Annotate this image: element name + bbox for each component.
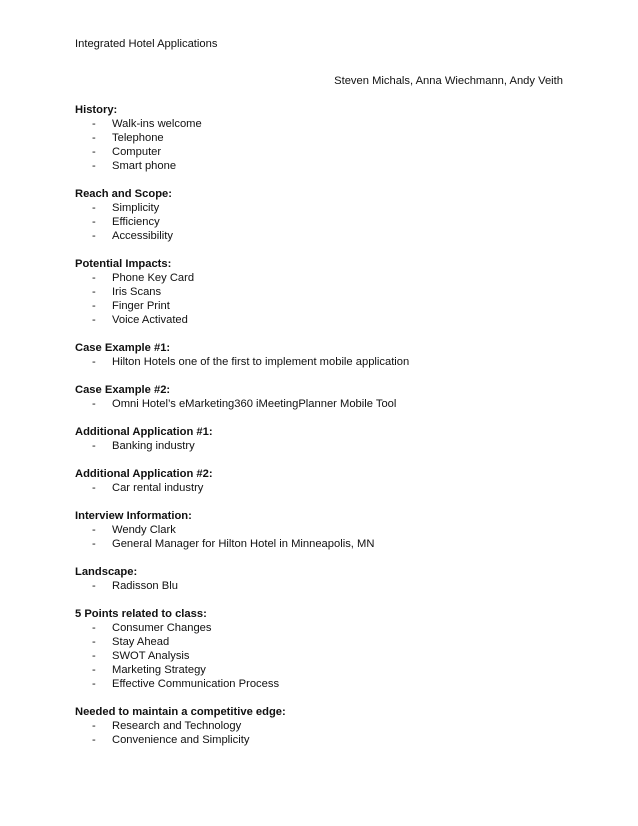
dash-bullet-icon: -: [92, 720, 96, 732]
section-heading: Interview Information:: [75, 510, 192, 522]
document-body: [75, 103, 575, 761]
dash-bullet-icon: -: [92, 230, 96, 242]
bullet-list: [75, 201, 575, 243]
list-item-text: Stay Ahead: [112, 636, 170, 648]
dash-bullet-icon: -: [92, 538, 96, 550]
dash-bullet-icon: -: [92, 622, 96, 634]
list-item-text: Wendy Clark: [112, 524, 176, 536]
list-item: [75, 677, 575, 691]
dash-bullet-icon: -: [92, 118, 96, 130]
list-item: [75, 201, 575, 215]
dash-bullet-icon: -: [92, 580, 96, 592]
list-item: [75, 313, 575, 327]
list-item: [75, 215, 575, 229]
list-item: [75, 719, 575, 733]
list-item: [75, 159, 575, 173]
bullet-list: [75, 621, 575, 691]
bullet-list: [75, 117, 575, 173]
list-item: [75, 285, 575, 299]
list-item: [75, 663, 575, 677]
dash-bullet-icon: -: [92, 524, 96, 536]
list-item: [75, 145, 575, 159]
dash-bullet-icon: -: [92, 398, 96, 410]
dash-bullet-icon: -: [92, 300, 96, 312]
list-item-text: Research and Technology: [112, 720, 242, 732]
section: [75, 257, 575, 327]
list-item: [75, 635, 575, 649]
section: [75, 467, 575, 495]
section: [75, 341, 575, 369]
dash-bullet-icon: -: [92, 356, 96, 368]
section-heading: Potential Impacts:: [75, 258, 172, 270]
list-item-text: Efficiency: [112, 216, 160, 228]
section: [75, 509, 575, 551]
dash-bullet-icon: -: [92, 132, 96, 144]
list-item-text: SWOT Analysis: [112, 650, 190, 662]
dash-bullet-icon: -: [92, 664, 96, 676]
section: [75, 383, 575, 411]
list-item-text: Omni Hotel’s eMarketing360 iMeetingPlanner Mobile Tool: [112, 398, 397, 410]
dash-bullet-icon: -: [92, 286, 96, 298]
dash-bullet-icon: -: [92, 440, 96, 452]
list-item-text: Computer: [112, 146, 162, 158]
section: [75, 187, 575, 243]
bullet-list: [75, 481, 575, 495]
list-item: [75, 299, 575, 313]
bullet-list: [75, 719, 575, 747]
bullet-list: [75, 579, 575, 593]
list-item: [75, 439, 575, 453]
list-item-text: Banking industry: [112, 440, 195, 452]
list-item-text: Consumer Changes: [112, 622, 212, 634]
dash-bullet-icon: -: [92, 678, 96, 690]
section: [75, 103, 575, 173]
bullet-list: [75, 271, 575, 327]
list-item: [75, 131, 575, 145]
list-item: [75, 537, 575, 551]
list-item-text: Accessibility: [112, 230, 173, 242]
list-item-text: General Manager for Hilton Hotel in Minneapolis, MN: [112, 538, 375, 550]
list-item-text: Telephone: [112, 132, 164, 144]
dash-bullet-icon: -: [92, 734, 96, 746]
section: [75, 607, 575, 691]
section-heading: Needed to maintain a competitive edge:: [75, 706, 286, 718]
list-item: [75, 481, 575, 495]
list-item-text: Convenience and Simplicity: [112, 734, 250, 746]
dash-bullet-icon: -: [92, 160, 96, 172]
section-heading: Additional Application #1:: [75, 426, 213, 438]
bullet-list: [75, 397, 575, 411]
list-item-text: Iris Scans: [112, 286, 162, 298]
section-heading: 5 Points related to class:: [75, 608, 207, 620]
dash-bullet-icon: -: [92, 650, 96, 662]
section: [75, 425, 575, 453]
section-heading: Reach and Scope:: [75, 188, 172, 200]
dash-bullet-icon: -: [92, 146, 96, 158]
bullet-list: [75, 355, 575, 369]
bullet-list: [75, 439, 575, 453]
list-item-text: Simplicity: [112, 202, 160, 214]
list-item-text: Phone Key Card: [112, 272, 195, 284]
section-heading: History:: [75, 104, 118, 116]
dash-bullet-icon: -: [92, 482, 96, 494]
list-item-text: Marketing Strategy: [112, 664, 206, 676]
dash-bullet-icon: -: [92, 202, 96, 214]
bullet-list: [75, 523, 575, 551]
list-item: [75, 621, 575, 635]
list-item: [75, 117, 575, 131]
dash-bullet-icon: -: [92, 272, 96, 284]
document-header-title: Integrated Hotel Applications: [75, 38, 218, 50]
list-item: [75, 355, 575, 369]
list-item-text: Smart phone: [112, 160, 177, 172]
list-item: [75, 397, 575, 411]
list-item-text: Voice Activated: [112, 314, 188, 326]
list-item-text: Car rental industry: [112, 482, 204, 494]
list-item-text: Hilton Hotels one of the first to implement mobile application: [112, 356, 410, 368]
list-item-text: Radisson Blu: [112, 580, 178, 592]
list-item-text: Finger Print: [112, 300, 170, 312]
section-heading: Additional Application #2:: [75, 468, 213, 480]
section-heading: Case Example #2:: [75, 384, 171, 396]
list-item: [75, 523, 575, 537]
document-authors: Steven Michals, Anna Wiechmann, Andy Veith: [334, 75, 563, 87]
list-item: [75, 229, 575, 243]
list-item: [75, 579, 575, 593]
dash-bullet-icon: -: [92, 636, 96, 648]
list-item: [75, 733, 575, 747]
list-item: [75, 649, 575, 663]
list-item-text: Effective Communication Process: [112, 678, 280, 690]
dash-bullet-icon: -: [92, 216, 96, 228]
section: [75, 565, 575, 593]
dash-bullet-icon: -: [92, 314, 96, 326]
section-heading: Landscape:: [75, 566, 138, 578]
list-item: [75, 271, 575, 285]
section-heading: Case Example #1:: [75, 342, 171, 354]
section: [75, 705, 575, 747]
list-item-text: Walk-ins welcome: [112, 118, 202, 130]
